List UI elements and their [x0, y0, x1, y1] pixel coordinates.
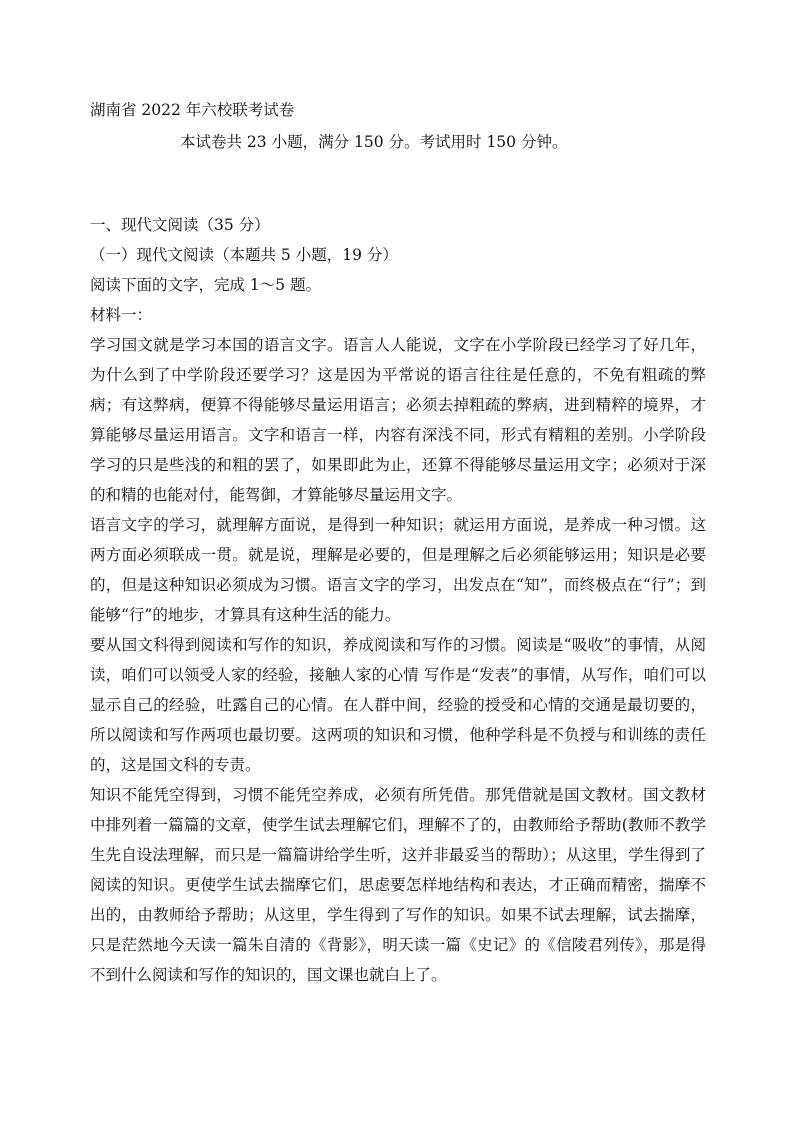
- exam-subtitle: 本试卷共 23 小题，满分 150 分。考试用时 150 分钟。: [180, 133, 568, 151]
- section-subheading: （一）现代文阅读（本题共 5 小题，19 分）: [90, 246, 398, 264]
- exam-title: 湖南省 2022 年六校联考试卷: [90, 101, 295, 119]
- paragraph-3: 要从国文科得到阅读和写作的知识，养成阅读和写作的习惯。阅读是“吸收”的事情，从阅读，咱们可以领受人家的经验，接触人家的心情 写作是“发表”的事情，从写作，咱们可以显示自己的经验，吐露自己的心情。在人群中间，经验的授受和心情的交通是最切要的，所以阅读和写作两项也最切要。这两项的知识和习惯，他种学科是不负授与和训练的责任的，这是国文科的专责。: [90, 636, 706, 774]
- paragraph-1: 学习国文就是学习本国的语言文字。语言人人能说，文字在小学阶段已经学习了好几年，为什么到了中学阶段还要学习？这是因为平常说的语言往往是任意的，不免有粗疏的弊病；有这弊病，便算不得能够尽量运用语言；必须去掉粗疏的弊病，进到精粹的境界，才算能够尽量运用语言。文字和语言一样，内容有深浅不同，形式有精粗的差别。小学阶段学习的只是些浅的和粗的罢了，如果即此为止，还算不得能够尽量运用文字；必须对于深的和精的也能对付，能驾御，才算能够尽量运用文字。: [90, 336, 706, 504]
- material-label: 材料一：: [90, 306, 153, 324]
- exam-page: [90, 96, 706, 990]
- paragraph-2: 语言文字的学习，就理解方面说，是得到一种知识；就运用方面说，是养成一种习惯。这两方面必须联成一贯。就是说，理解是必要的，但是理解之后必须能够运用；知识是必要的，但是这种知识必须成为习惯。语言文字的学习，出发点在“知”，而终极点在“行”；到能够“行”的地步，才算具有这种生活的能力。: [90, 516, 706, 624]
- reading-instruction: 阅读下面的文字，完成 1～5 题。: [90, 276, 322, 294]
- section-heading: 一、现代文阅读（35 分）: [90, 216, 270, 234]
- spacer: [90, 160, 706, 210]
- paragraph-4: 知识不能凭空得到，习惯不能凭空养成，必须有所凭借。那凭借就是国文教材。国文教材中排列着一篇篇的文章，使学生试去理解它们，理解不了的，由教师给予帮助(教师不教学生先自设法理解，而只是一篇篇讲给学生听，这并非最妥当的帮助）；从这里，学生得到了阅读的知识。更使学生试去揣摩它们，思虑要怎样地结构和表达，才正确而精密，揣摩不出的，由教师给予帮助；从这里，学生得到了写作的知识。如果不试去理解，试去揣摩，只是茫然地今天读一篇朱自清的《背影》，明天读一篇《史记》的《信陵君列传》，那是得不到什么阅读和写作的知识的，国文课也就白上了。: [90, 786, 706, 984]
